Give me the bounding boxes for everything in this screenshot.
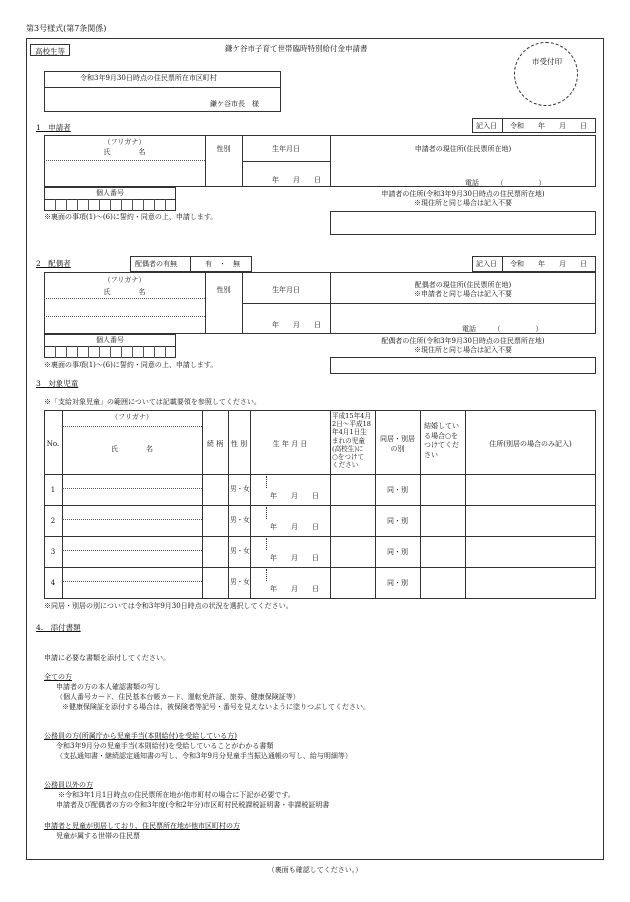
s1-birth-input[interactable]: 年 月 日	[272, 176, 321, 184]
col-no: No.	[46, 440, 60, 448]
s2-pledge: ※裏面の事項(1)～(6)に誓約・同意の上、申請します。	[44, 361, 218, 369]
s2-my-number-label: 個人番号	[96, 336, 124, 344]
col-relation: 続 柄	[206, 440, 224, 448]
row-1-cohab[interactable]: 同・別	[387, 486, 408, 494]
s2-spouse-exists-label: 配偶者の有無	[135, 260, 177, 268]
form-title: 鎌ケ谷市子育て世帯臨時特別給付金申請書	[225, 44, 368, 53]
s4-intro: 申請に必要な書類を添付してください。	[44, 654, 170, 662]
s2-phone-field[interactable]: 電話 （ ）	[462, 325, 543, 333]
row-2-sex[interactable]: 男・女	[230, 516, 250, 524]
row-2-no: 2	[50, 517, 56, 525]
s2-birth-input[interactable]: 年 月 日	[272, 321, 321, 329]
s3-footnote: ※同居・別居の別については令和3年9月30日時点の状況を選択してください。	[44, 602, 293, 610]
reception-stamp-label: 市受付印	[532, 57, 562, 66]
s2-birth-label: 生年月日	[272, 286, 300, 294]
row-4-birth[interactable]: 年 月 日	[270, 585, 319, 593]
s2-name-input[interactable]	[46, 300, 203, 332]
s2-current-address-label: 配偶者の現住所(住民票所在地)	[414, 281, 512, 289]
row-4-cohab[interactable]: 同・別	[387, 579, 408, 587]
row-3-sex[interactable]: 男・女	[230, 547, 250, 555]
s1-old-address-note: ※現住所と同じ場合は記入不要	[414, 199, 512, 207]
row-3-birth[interactable]: 年 月 日	[270, 554, 319, 562]
s1-furigana-label: （フリガナ）	[103, 138, 146, 146]
col-cohab: 同居・別居 の別	[380, 435, 415, 453]
s3-note: ※「支給対象児童」の範囲については記載要領を参照してください。	[44, 398, 261, 406]
s2-entry-date-label: 記入日	[476, 260, 497, 268]
s2-old-address-input[interactable]	[330, 357, 596, 374]
s4-group-1-line-1: 申請者の方の本人確認書類の写し	[56, 683, 161, 691]
s4-group-1-title: 全ての方	[44, 673, 72, 681]
col-birth: 生 年 月 日	[272, 440, 308, 448]
s2-entry-date-value: 令和 年 月 日	[510, 260, 587, 268]
s4-group-3-title: 公務員以外の方	[44, 781, 93, 789]
s2-old-address-label: 配偶者の住所(令和3年9月30日時点の住民票所在地)	[381, 337, 545, 345]
col-furigana: （フリガナ）	[111, 413, 153, 421]
s1-my-number-label: 個人番号	[96, 189, 124, 197]
s1-old-address-label: 申請者の住所(令和3年9月30日時点の住民票所在地)	[381, 190, 545, 198]
s4-group-2-line-1: 令和3年9月分の児童手当(本則給付)を受給していることがわかる書類	[56, 742, 274, 750]
s1-pledge: ※裏面の事項(1)～(6)に誓約・同意の上、申請します。	[44, 213, 218, 221]
s4-group-4-title: 申請者と児童が別居しており、住民票所在地が他市区町村の方	[44, 822, 240, 830]
s2-furigana-label: （フリガナ）	[103, 276, 146, 284]
s2-spouse-options[interactable]: 有 ・ 無	[205, 260, 240, 268]
s1-name-label: 氏 名	[103, 148, 146, 156]
footer-note: （裏面も確認してください。）	[267, 866, 363, 874]
col-address: 住所(別居の場合のみ記入)	[489, 440, 572, 448]
row-3-no: 3	[50, 548, 56, 556]
row-2-birth[interactable]: 年 月 日	[270, 523, 319, 531]
col-sex: 性 別	[230, 440, 248, 448]
s4-group-3-line-1: ※令和3年1月1日時点の住民票所在地が他市町村の場合に下記が必要です。	[58, 791, 295, 799]
mayor-address: 鎌ケ谷市長 様	[210, 100, 259, 108]
row-1-no: 1	[50, 486, 56, 494]
reception-stamp-area	[514, 42, 578, 106]
row-1-sex[interactable]: 男・女	[230, 485, 250, 493]
row-3-cohab[interactable]: 同・別	[387, 548, 408, 556]
s2-old-address-note: ※現住所と同じ場合は記入不要	[414, 346, 512, 354]
s1-name-input[interactable]	[46, 163, 203, 185]
s4-group-2-title: 公務員の方(所属庁から児童手当(本則給付)を受給している方)	[44, 732, 237, 740]
s4-group-4-line-1: 児童が属する世帯の住民票	[56, 832, 140, 840]
s2-name-label: 氏 名	[103, 288, 146, 296]
col-high-school: 平成15年4月 2日～平成18 年4月1日生 まれの児童 (高校生)に ○をつけて ください	[332, 412, 371, 470]
row-4-sex[interactable]: 男・女	[230, 578, 250, 586]
s1-entry-date-value: 令和 年 月 日	[510, 122, 587, 130]
s1-old-address-input[interactable]	[330, 211, 596, 235]
row-2-cohab[interactable]: 同・別	[387, 517, 408, 525]
s1-sex-label: 性別	[216, 145, 231, 153]
col-name: 氏 名	[111, 445, 153, 453]
s1-current-address-label: 申請者の現住所(住民票所在地)	[414, 145, 512, 153]
row-4-no: 4	[50, 579, 56, 587]
s4-group-1-line-3: ※健康保険証を添付する場合は、被保険者等記号・番号を見えないように塗りつぶしてください。	[62, 703, 370, 711]
section-3-heading: 3 対象児童	[36, 379, 79, 388]
form-number: 第3号様式(第7条関係)	[26, 24, 107, 33]
row-1-birth[interactable]: 年 月 日	[270, 492, 319, 500]
badge-high-school: 高校生等	[30, 44, 70, 56]
s4-group-2-line-2: （支払通知書・継続認定通知書の写し、令和3年9月分児童手当振込通帳の写し、給与明細等）	[56, 752, 352, 760]
section-2-heading: 2 配偶者	[36, 259, 71, 268]
s1-birth-label: 生年月日	[272, 145, 300, 153]
section-1-heading: 1 申請者	[36, 123, 71, 132]
s4-group-1-line-2: （個人番号カード、住民基本台帳カード、運転免許証、旅券、健康保険証等）	[56, 693, 300, 701]
s2-current-address-note: ※申請者と同じ場合は記入不要	[414, 290, 512, 298]
section-4-heading: 4. 添付書類	[36, 623, 81, 632]
residence-header: 令和3年9月30日時点の住民票所在市区町村	[80, 74, 217, 82]
s4-group-3-line-2: 申請者及び配偶者の方の令和3年度(令和2年分)市区町村民税課税証明書・非課税証明書	[56, 801, 330, 809]
s2-sex-label: 性別	[216, 286, 231, 294]
s1-phone-field[interactable]: 電話 （ ）	[465, 179, 546, 187]
col-married: 結婚してい る場合○を つけてくだ さい	[424, 422, 459, 459]
s1-entry-date-label: 記入日	[476, 122, 497, 130]
